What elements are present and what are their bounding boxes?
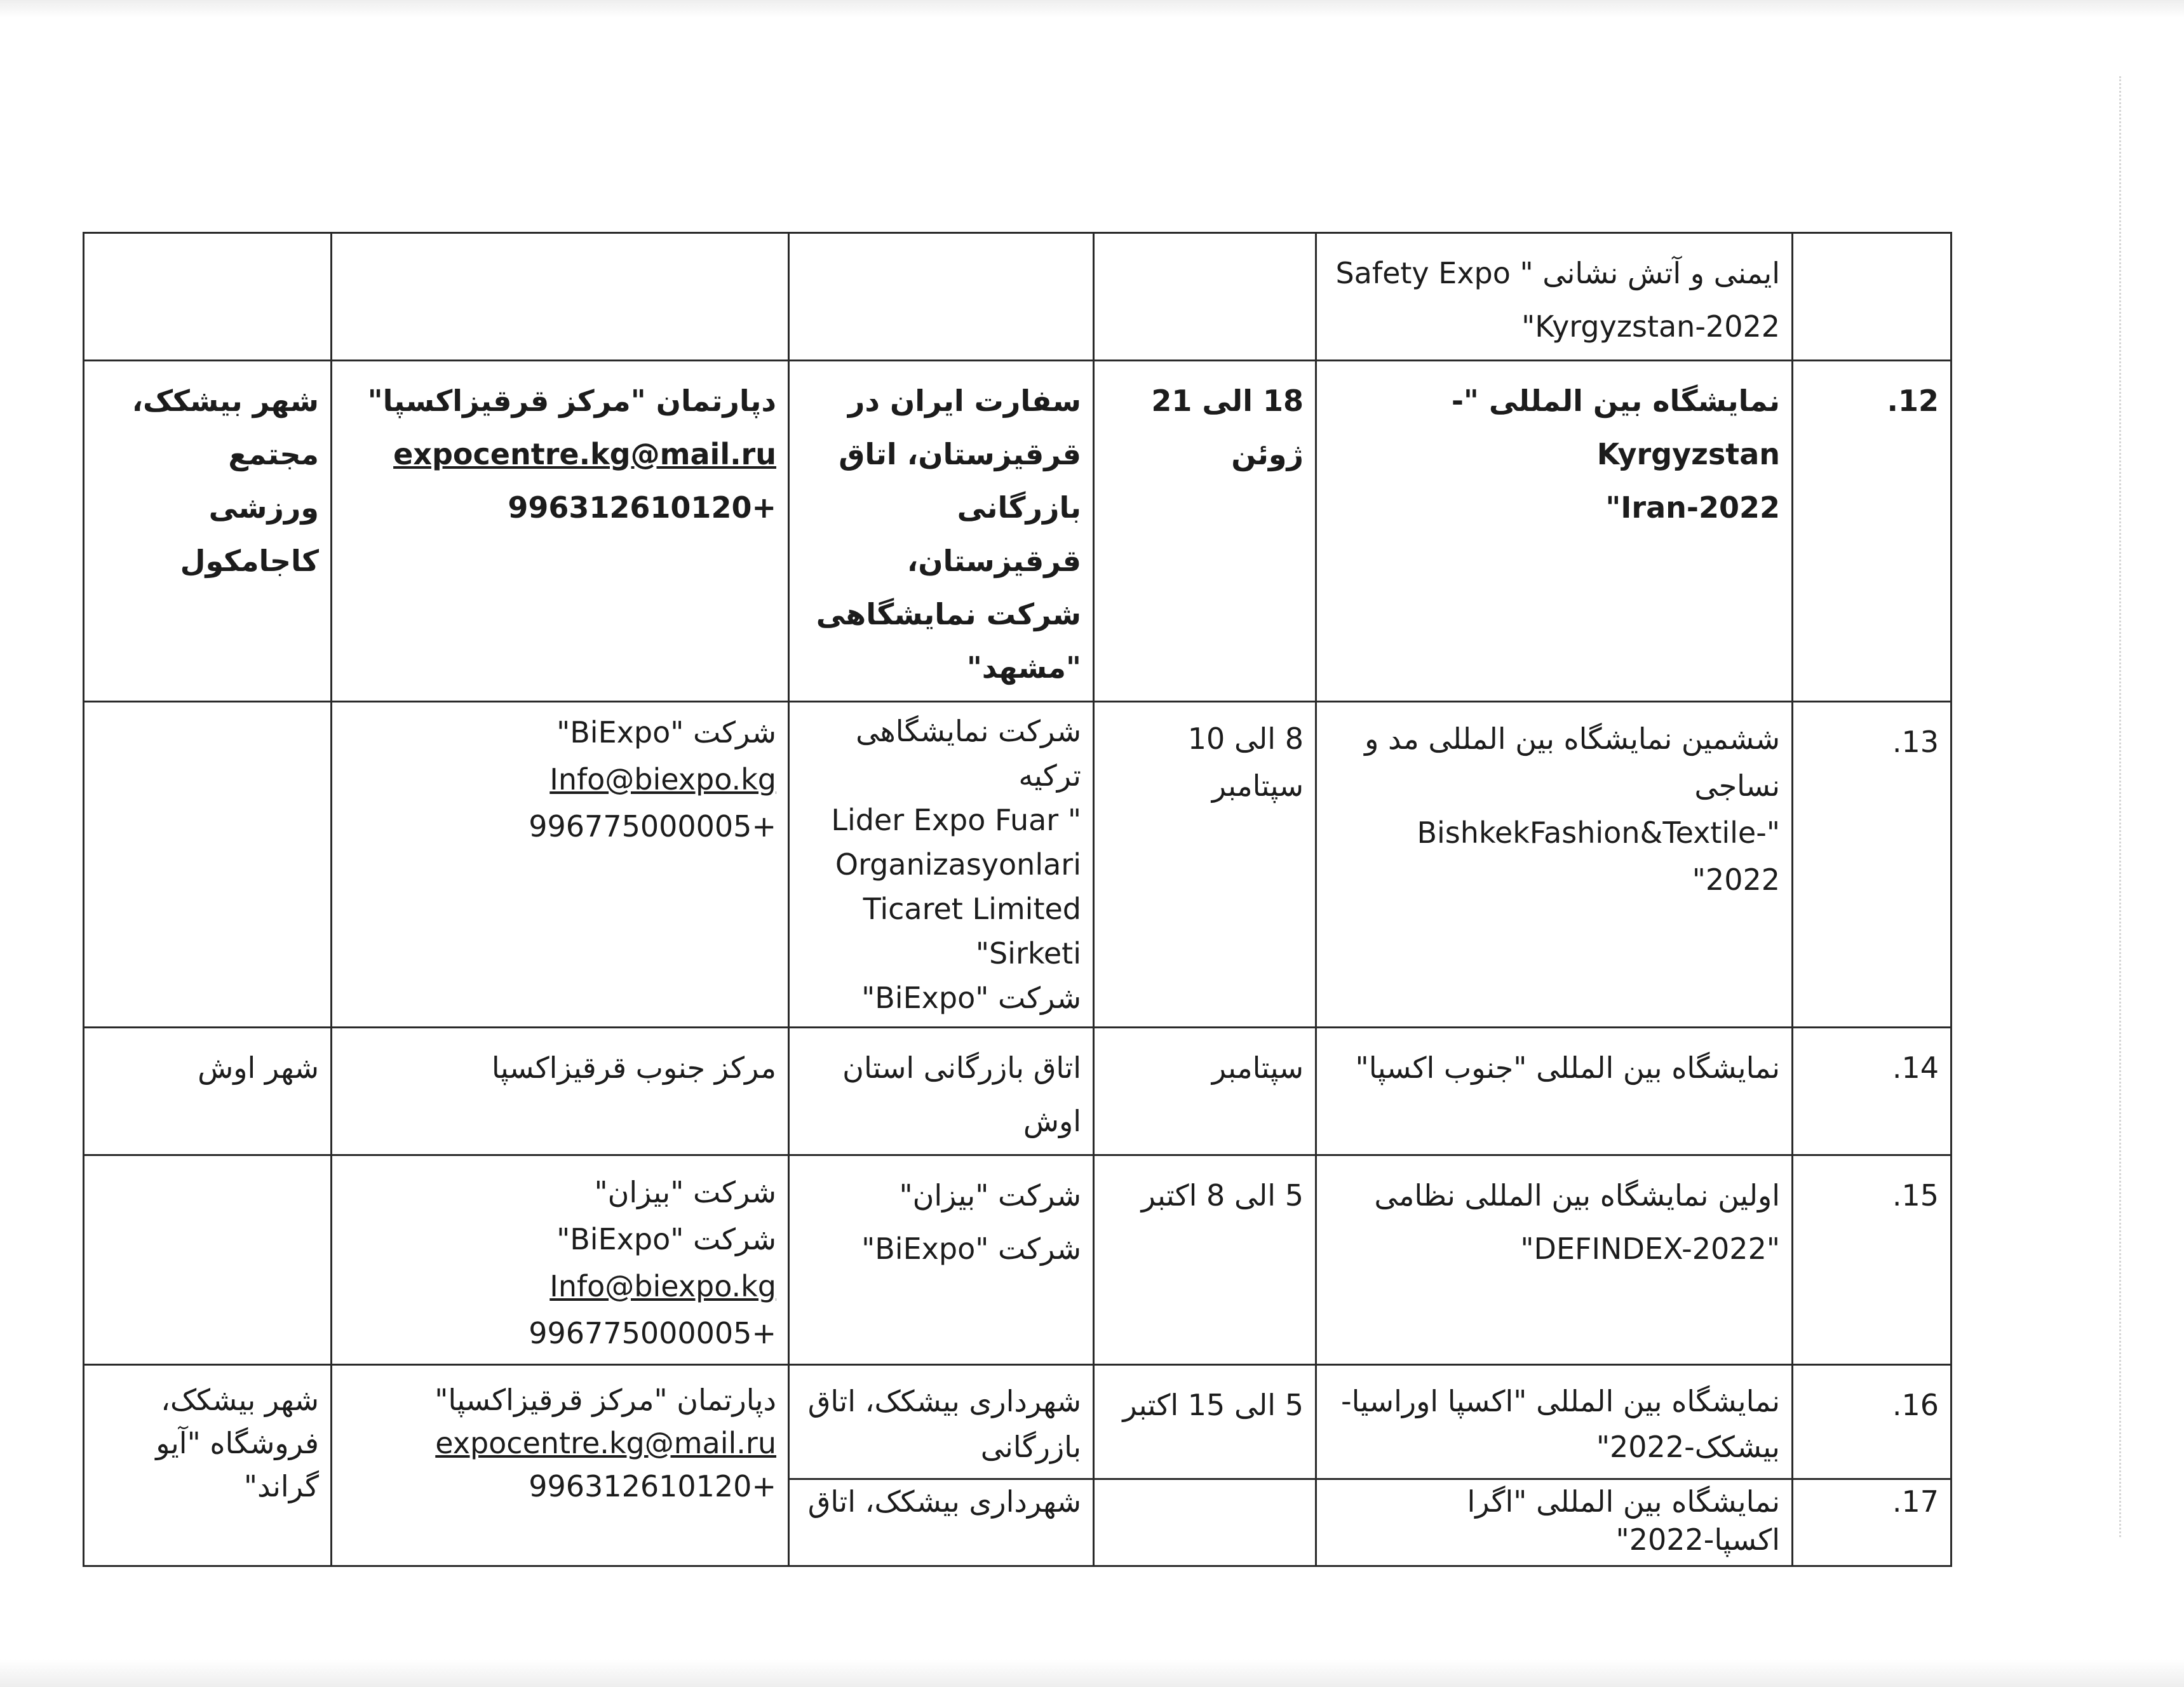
organizer-line: شرکت نمایشگاهی — [816, 597, 1081, 631]
venue-cell — [84, 702, 332, 1028]
organizer-line: شرکت "بیزان" — [899, 1178, 1081, 1213]
row-number-cell — [1793, 233, 1951, 361]
row-number-cell: .17 — [1793, 1479, 1951, 1566]
organizer-cell — [789, 233, 1094, 361]
exhibition-title-cell — [1316, 1479, 1793, 1566]
contact-cell — [332, 233, 789, 361]
organizer-line: Ticaret Limited — [863, 892, 1081, 926]
contact-company: شرکت "بیزان" — [594, 1175, 776, 1209]
email-link[interactable]: Info@biexpo.kg — [549, 762, 776, 796]
date-line: ژوئن — [1231, 437, 1304, 471]
organizer-line: بازرگانی قرقیزستان، — [907, 490, 1081, 578]
title-line: نمایشگاه بین المللی "اکسپا اوراسیا- — [1341, 1384, 1780, 1418]
scan-margin-dots — [2119, 76, 2121, 1537]
venue-line: شهر اوش — [198, 1051, 319, 1085]
contact-company: مرکز جنوب قرقیزاکسپا — [491, 1051, 776, 1085]
scan-top-edge — [0, 0, 2184, 18]
phone-number: 996312610120+ — [529, 1469, 776, 1503]
organizer-cell — [789, 1028, 1094, 1155]
date-line: 8 الی 10 — [1187, 722, 1304, 756]
table-row — [84, 1155, 1951, 1365]
exhibition-title-cell — [1316, 1365, 1793, 1479]
email-link[interactable]: expocentre.kg@mail.ru — [393, 437, 776, 471]
organizer-cell — [789, 361, 1094, 702]
venue-line: مجتمع — [228, 437, 319, 471]
contact-cell — [332, 1155, 789, 1365]
organizer-line: Organizasyonlari — [835, 847, 1081, 882]
venue-line: شهر بیشکک، — [131, 384, 319, 418]
title-line: اولین نمایشگاه بین المللی نظامی — [1374, 1178, 1780, 1213]
email-link[interactable]: Info@biexpo.kg — [549, 1269, 776, 1303]
exhibition-title-cell — [1316, 233, 1793, 361]
table-row — [84, 702, 1951, 1028]
phone-number: 996775000005+ — [529, 809, 776, 844]
date-cell — [1094, 1155, 1316, 1365]
venue-cell — [84, 1155, 332, 1365]
table-row — [84, 361, 1951, 702]
row-number-cell: .15 — [1793, 1155, 1951, 1365]
title-line: بیشکک-2022" — [1596, 1430, 1780, 1464]
venue-line: ورزشی — [208, 490, 319, 525]
venue-cell — [84, 1365, 332, 1566]
contact-cell — [332, 1028, 789, 1155]
title-line: نمایشگاه بین المللی "-Kyrgyzstan — [1451, 384, 1780, 471]
date-cell — [1094, 1028, 1316, 1155]
phone-number: 996775000005+ — [529, 1316, 776, 1350]
date-cell — [1094, 1479, 1316, 1566]
venue-cell — [84, 1028, 332, 1155]
row-number-cell: .13 — [1793, 702, 1951, 1028]
title-line: "DEFINDEX-2022" — [1520, 1232, 1780, 1266]
venue-line: کاجامکول — [180, 544, 319, 578]
organizer-line: اتاق بازرگانی استان اوش — [842, 1051, 1081, 1138]
organizer-cell — [789, 702, 1094, 1028]
contact-department: دپارتمان "مرکز قرقیزاکسپا" — [435, 1383, 776, 1417]
contact-cell — [332, 1365, 789, 1566]
venue-cell — [84, 361, 332, 702]
date-cell — [1094, 1365, 1316, 1479]
row-number-cell: .14 — [1793, 1028, 1951, 1155]
date-cell — [1094, 233, 1316, 361]
contact-department: دپارتمان "مرکز قرقیزاکسپا" — [367, 384, 776, 418]
organizer-line: شهرداری بیشکک، اتاق — [807, 1384, 1081, 1418]
organizer-line: شرکت "BiExpo" — [861, 1232, 1081, 1266]
scan-bottom-edge — [0, 1659, 2184, 1687]
organizer-line: Lider Expo Fuar " — [831, 803, 1081, 837]
date-cell — [1094, 702, 1316, 1028]
organizer-line: بازرگانی — [980, 1430, 1081, 1464]
venue-line: گراند" — [243, 1469, 319, 1503]
organizer-line: "Sirketi — [975, 936, 1081, 971]
organizer-line: شرکت نمایشگاهی ترکیه — [856, 714, 1081, 793]
exhibition-title-cell — [1316, 361, 1793, 702]
venue-line: شهر بیشکک، — [161, 1383, 319, 1417]
title-line: "Kyrgyzstan-2022 — [1521, 309, 1780, 344]
organizer-cell — [789, 1155, 1094, 1365]
organizer-line: شرکت "BiExpo" — [861, 981, 1081, 1015]
contact-cell — [332, 702, 789, 1028]
date-line: 18 الی 21 — [1151, 384, 1304, 418]
contact-company: شرکت "BiExpo" — [556, 715, 776, 749]
organizer-line: سفارت ایران در — [847, 384, 1081, 418]
organizer-line: قرقیزستان، اتاق — [839, 437, 1081, 471]
title-line: نمایشگاه بین المللی "اگرا اکسپا-2022" — [1467, 1484, 1780, 1557]
organizer-line: "مشهد" — [966, 650, 1081, 685]
date-line: 5 الی 15 اکتبر — [1122, 1388, 1304, 1422]
venue-cell — [84, 233, 332, 361]
date-line: سپتامبر — [1211, 769, 1304, 803]
title-line: BishkekFashion&Textile-" — [1417, 816, 1780, 850]
organizer-line: شهرداری بیشکک، اتاق — [807, 1484, 1081, 1519]
title-line: نساجی — [1694, 769, 1780, 803]
contact-cell — [332, 361, 789, 702]
title-line: "2022 — [1692, 863, 1780, 897]
exhibitions-table — [83, 232, 1952, 1567]
exhibition-title-cell — [1316, 1155, 1793, 1365]
title-line: "Iran-2022 — [1605, 490, 1780, 525]
contact-company: شرکت "BiExpo" — [556, 1222, 776, 1256]
row-number-cell: .16 — [1793, 1365, 1951, 1479]
organizer-cell — [789, 1365, 1094, 1479]
organizer-cell — [789, 1479, 1094, 1566]
email-link[interactable]: expocentre.kg@mail.ru — [435, 1426, 776, 1460]
table-row — [84, 233, 1951, 361]
exhibition-title-cell — [1316, 702, 1793, 1028]
phone-number: 996312610120+ — [508, 490, 776, 525]
date-line: 5 الی 8 اکتبر — [1141, 1178, 1304, 1213]
date-line: سپتامبر — [1211, 1051, 1304, 1085]
exhibitions-table-wrapper — [83, 232, 1950, 1557]
row-number-cell: .12 — [1793, 361, 1951, 702]
title-line: نمایشگاه بین المللی "جنوب اکسپا" — [1355, 1051, 1780, 1085]
venue-line: فروشگاه "آیو — [156, 1426, 319, 1460]
table-row — [84, 1365, 1951, 1479]
title-line: ششمین نمایشگاه بین المللی مد و — [1365, 722, 1780, 756]
exhibition-title-cell — [1316, 1028, 1793, 1155]
title-line: ایمنی و آتش نشانی " Safety Expo — [1335, 256, 1780, 290]
date-cell — [1094, 361, 1316, 702]
table-row — [84, 1028, 1951, 1155]
